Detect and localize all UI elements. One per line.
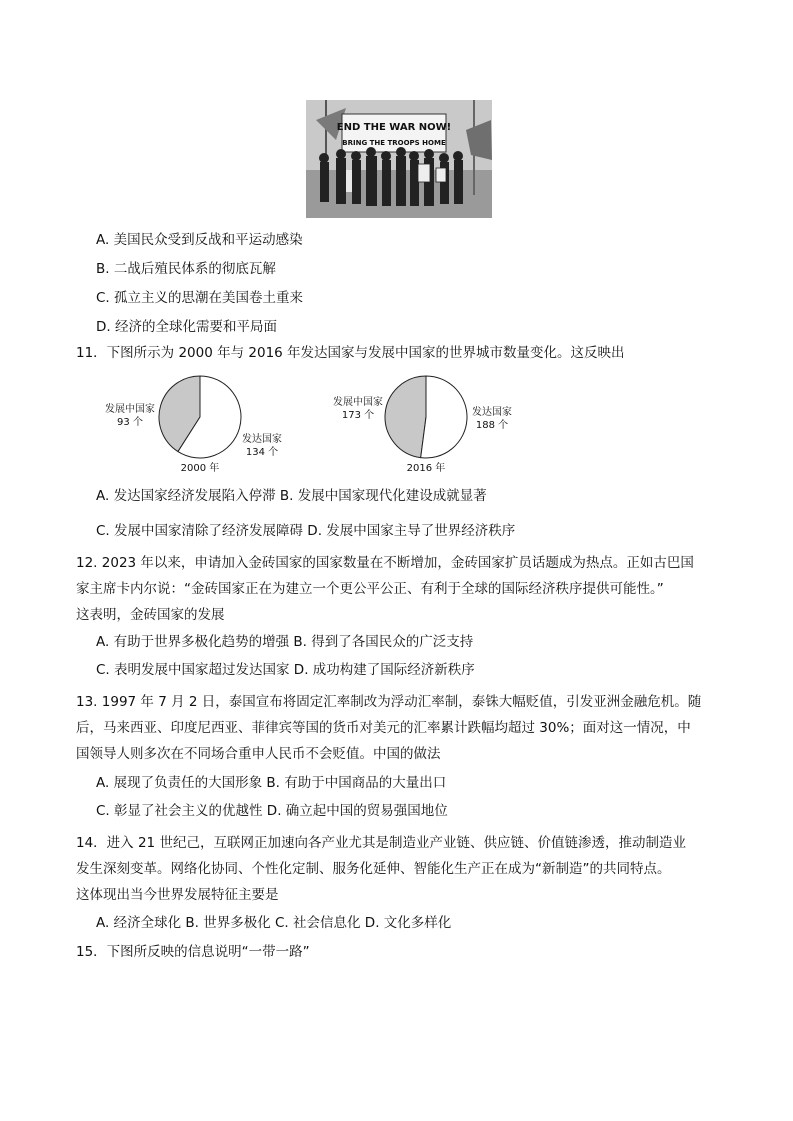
pie-2016-count-developed: 188 个 — [475, 420, 509, 431]
q12-options-2: C. 表明发展中国家超过发达国家 D. 成功构建了国际经济新秩序 — [96, 662, 475, 678]
q14-stem-1: 14．进入 21 世纪己，互联网正加速向各产业尤其是制造业产业链、供应链、价值链渗透，推动制造业 — [76, 835, 686, 851]
pie-2016-label-developed: 发达国家 — [472, 407, 512, 418]
pie-2000-count-developed: 134 个 — [245, 447, 279, 458]
pie-2000-label-developed: 发达国家 — [242, 434, 282, 445]
q14-stem-2: 发生深刻变革。网络化协同、个性化定制、服务化延伸、智能化生产正在成为“新制造”的共同特点。 — [76, 861, 671, 877]
q13-stem-1: 13. 1997 年 7 月 2 日，泰国宣布将固定汇率制改为浮动汇率制，泰铢大幅贬值，引发亚洲金融危机。随 — [76, 694, 702, 710]
pie-2016-count-developing: 173 个 — [341, 410, 375, 421]
q10-option-a: A. 美国民众受到反战和平运动感染 — [96, 232, 303, 248]
q10-option-d: D. 经济的全球化需要和平局面 — [96, 319, 277, 335]
q13-stem-3: 国领导人则多次在不同场合重申人民币不会贬值。中国的做法 — [76, 746, 441, 762]
q13-options-1: A. 展现了负责任的大国形象 B. 有助于中国商品的大量出口 — [96, 775, 447, 791]
q12-stem-3: 这表明，金砖国家的发展 — [76, 607, 225, 623]
q13-options-2: C. 彰显了社会主义的优越性 D. 确立起中国的贸易强国地位 — [96, 803, 448, 819]
pie-2016-title: 2016 年 — [406, 463, 446, 474]
banner-text-1: END THE WAR NOW! — [336, 122, 452, 133]
pie-charts — [100, 372, 530, 484]
q10-option-b: B. 二战后殖民体系的彻底瓦解 — [96, 261, 276, 277]
pie-2016-slice-developing — [385, 376, 426, 458]
q14-stem-3: 这体现出当今世界发展特征主要是 — [76, 887, 279, 903]
q11-stem: 11．下图所示为 2000 年与 2016 年发达国家与发展中国家的世界城市数量变化。这反映出 — [76, 345, 625, 361]
pie-2016 — [333, 376, 512, 474]
protest-photo — [306, 100, 492, 218]
q10-option-c: C. 孤立主义的思潮在美国卷土重来 — [96, 290, 304, 306]
pie-charts-svg — [100, 372, 530, 484]
q13-stem-2: 后，马来西亚、印度尼西亚、菲律宾等国的货币对美元的汇率累计跌幅均超过 30%；面对这一情况，中 — [76, 720, 691, 736]
pie-2000-label-developing: 发展中国家 — [105, 404, 155, 415]
pie-2000-count-developing: 93 个 — [117, 417, 143, 428]
q12-stem-1: 12. 2023 年以来，申请加入金砖国家的国家数量在不断增加，金砖国家扩员话题成为热点。正如古巴国 — [76, 555, 694, 571]
banner-text-2: BRING THE TROOPS HOME — [342, 139, 446, 147]
pie-2000 — [105, 376, 282, 474]
q12-options-1: A. 有助于世界多极化趋势的增强 B. 得到了各国民众的广泛支持 — [96, 634, 474, 650]
protest-photo-graphic — [306, 100, 492, 218]
q12-stem-2: 家主席卡内尔说：“金砖国家正在为建立一个更公平公正、有利于全球的国际经济秩序提供可能性。” — [76, 581, 664, 597]
q14-options-1: A. 经济全球化 B. 世界多极化 C. 社会信息化 D. 文化多样化 — [96, 915, 452, 931]
pie-2000-title: 2000 年 — [180, 463, 220, 474]
q11-options-1: A. 发达国家经济发展陷入停滞 B. 发展中国家现代化建设成就显著 — [96, 488, 487, 504]
pie-2016-slice-developed — [421, 376, 467, 458]
pie-2016-label-developing: 发展中国家 — [333, 397, 383, 408]
q11-options-2: C. 发展中国家清除了经济发展障碍 D. 发展中国家主导了世界经济秩序 — [96, 523, 516, 539]
q15-stem: 15．下图所反映的信息说明“一带一路” — [76, 944, 310, 960]
